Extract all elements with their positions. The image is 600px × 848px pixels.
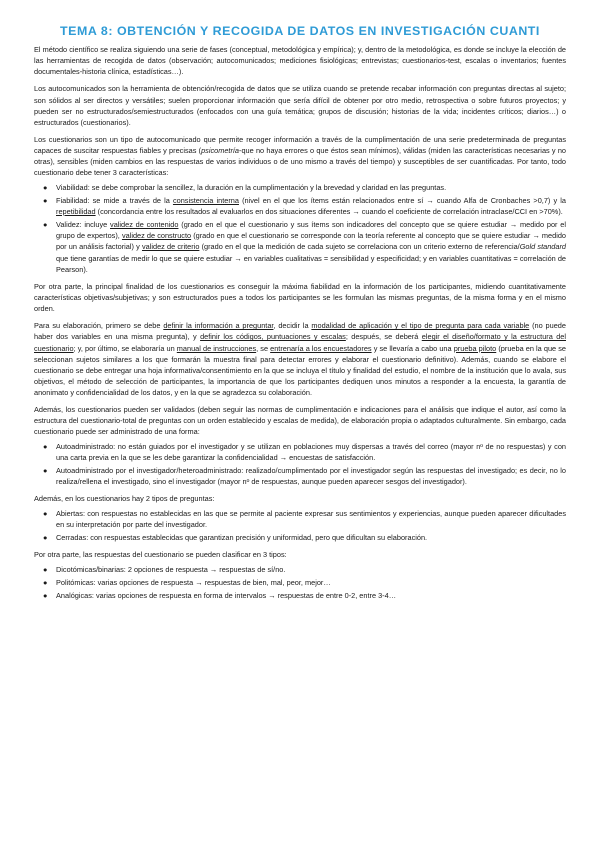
bullet-icon: ● <box>43 220 48 230</box>
bullet-icon: ● <box>43 591 48 601</box>
paragraph-cuestionarios: Los cuestionarios son un tipo de autocomunicado que permite recoger información a través de la cumplimentación de una serie predeterminada de preguntas capaces de suscitar respuestas fiables y precisas (psicometría-que no haya errores o que éstos sean mínimos), válidas (miden las características necesarias y no otras), sensibles (miden cambios en las respuestas de varios individuos o de uno mismo a través del tiempo) y susceptibles de ser cuantificadas. Por tanto, todo cuestionario debe tener 3 características: <box>34 135 567 178</box>
list-administracion <box>34 441 566 488</box>
list-item: ● Validez: incluye validez de contenido (grado en el que el cuestionario y sus ítems son indicadores del concepto que se quiere estudiar → medido por el grupo de expertos), validez de constructo (grado en que el cuestionario se corresponde con la teoría referente al concepto que se quiere estudiar → medido por un análisis factorial) y validez de criterio (grado en el que la medición de cada sujeto se correlaciona con un criterio externo de referencia/Gold standard que tiene garantías de medir lo que se quiere estudiar → en variables cualitativas = sensibilidad y especificidad; y en variables cuantitativas = correlación de Pearson). <box>43 220 566 274</box>
list-item: ● Viabilidad: se debe comprobar la sencillez, la duración en la cumplimentación y la brevedad y claridad en las preguntas. <box>43 182 447 192</box>
bullet-icon: ● <box>43 441 48 451</box>
bullet-icon: ● <box>43 577 48 587</box>
list-item: ● Politómicas: varias opciones de respuesta → respuestas de bien, mal, peor, mejor… <box>43 577 331 587</box>
paragraph-elaboracion: Para su elaboración, primero se debe definir la información a preguntar, decidir la modalidad de aplicación y el tipo de pregunta para cada variable (no puede haber dos variables en una misma pregunta), y definir los códigos, puntuaciones y escalas; después, se deberá elegir el diseño/formato y la estructura del cuestionario; y, por último, se elaboraría un manual de instrucciones, se entrenaría a los encuestadores y se llevaría a cabo una prueba piloto (prueba en la que se seleccionan sujetos similares a los que formarán la muestra final para detectar errores y elaborar el cuestionario definitivo). Además, cuando se elabore el cuestionario se debe entregar una hoja informativa/consentimiento en la que se incluya el título y finalidad del estudio, el nombre de la institución que lo avala, sus objetivos, el método de selección de participantes, la importancia de que los participantes dediquen unos minutos a responder a la encuesta, la garantía de anonimato y confidencialidad de los datos, y en la que se agradezca su colaboración. <box>34 321 566 397</box>
list-preguntas <box>34 508 566 543</box>
list-item: ● Cerradas: con respuestas establecidas que garantizan precisión y uniformidad, pero que dificultan su elaboración. <box>43 533 428 543</box>
paragraph-tipos-preguntas: Además, en los cuestionarios hay 2 tipos de preguntas: <box>34 494 215 504</box>
list-item: ● Autoadministrado por el investigador/heteroadministrado: realizado/cumplimentado por el investigador según las respuestas del investigado; es decir, no lo realiza/rellena el investigado, sino el investigador (mayor nº de respuestas, aunque pueden aparecer sesgos del investigador). <box>43 466 566 487</box>
bullet-icon: ● <box>43 182 48 192</box>
list-respuestas <box>34 564 566 602</box>
list-item: ● Dicotómicas/binarias: 2 opciones de respuesta → respuestas de sí/no. <box>43 564 286 574</box>
paragraph-metodo-cientifico: El método científico se realiza siguiendo una serie de fases (conceptual, metodológica y empírica); y, dentro de la metodológica, es donde se incluye la elección de las herramientas de recogida de datos (observación; autocomunicados; mediciones fisiológicas; entrevistas; cuestionarios-test, escalas o inventarios; fuentes documentales-historia clínica, estadísticas…). <box>34 45 566 77</box>
list-item: ● Abiertas: con respuestas no establecidas en las que se permite al paciente expresar sus sentimientos y experiencias, aunque pueden aparecer dificultades en su interpretación por parte del investigador. <box>43 508 566 529</box>
list-item: ● Analógicas: varias opciones de respuesta en forma de intervalos → respuestas de entre 0-2, entre 3-4… <box>43 591 397 601</box>
page-title: TEMA 8: OBTENCIÓN Y RECOGIDA DE DATOS EN INVESTIGACIÓN CUANTI <box>60 24 540 38</box>
paragraph-finalidad: Por otra parte, la principal finalidad de los cuestionarios es conseguir la máxima fiabilidad en la información de los participantes, midiendo cuantitativamente características objetivas/subjetivas; y son estructurados pues a todos los participantes se les formulan las mismas preguntas, de la misma forma y en el mismo orden. <box>34 281 566 314</box>
paragraph-validados: Además, los cuestionarios pueden ser validados (deben seguir las normas de cumplimentación e indicaciones para el análisis que indique el autor, así como la estructura del cuestionario-total de preguntas con un orden establecido y escalas de medida), de elaboración propia o adaptados culturalmente. Sin embargo, cada cuestionario puede ser administrado de una forma: <box>34 405 566 437</box>
list-item: ● Autoadministrado: no están guiados por el investigador y se utilizan en poblaciones muy dispersas a través del correo (mayor nº de no respuestas) y con una carta previa en la que se les debe garantizar la confidencialidad → encuestas de satisfacción. <box>43 441 566 462</box>
bullet-icon: ● <box>43 564 48 574</box>
bullet-icon: ● <box>43 466 48 476</box>
list-item: ● Fiabilidad: se mide a través de la consistencia interna (nivel en el que los ítems están relacionados entre sí → cuando Alfa de Cronbaches >0,7) y la repetibilidad (concordancia entre los resultados al evaluarlos en dos situaciones diferentes → cuando el coeficiente de correlación intraclase/CCI en >70%). <box>43 195 566 216</box>
list-caracteristicas <box>34 182 566 275</box>
bullet-icon: ● <box>43 533 48 543</box>
bullet-icon: ● <box>43 508 48 518</box>
paragraph-autocomunicados: Los autocomunicados son la herramienta de obtención/recogida de datos que se utiliza cuando se pretende recabar información con preguntas directas al sujeto; son sólidos al ser directos y versátiles; suelen proporcionar información que sería difícil de obtener por otro medio, retrospectiva o sobre futuros proyectos; y pueden ser no estructurados/semiestructurados (enfocados con una guía temática; grupos de discusión; historias de la vida; incidentes críticos; diarios…) o estructurados (cuestionarios). <box>34 84 566 127</box>
paragraph-tipos-respuestas: Por otra parte, las respuestas del cuestionario se pueden clasificar en 3 tipos: <box>34 550 287 560</box>
bullet-icon: ● <box>43 195 48 205</box>
